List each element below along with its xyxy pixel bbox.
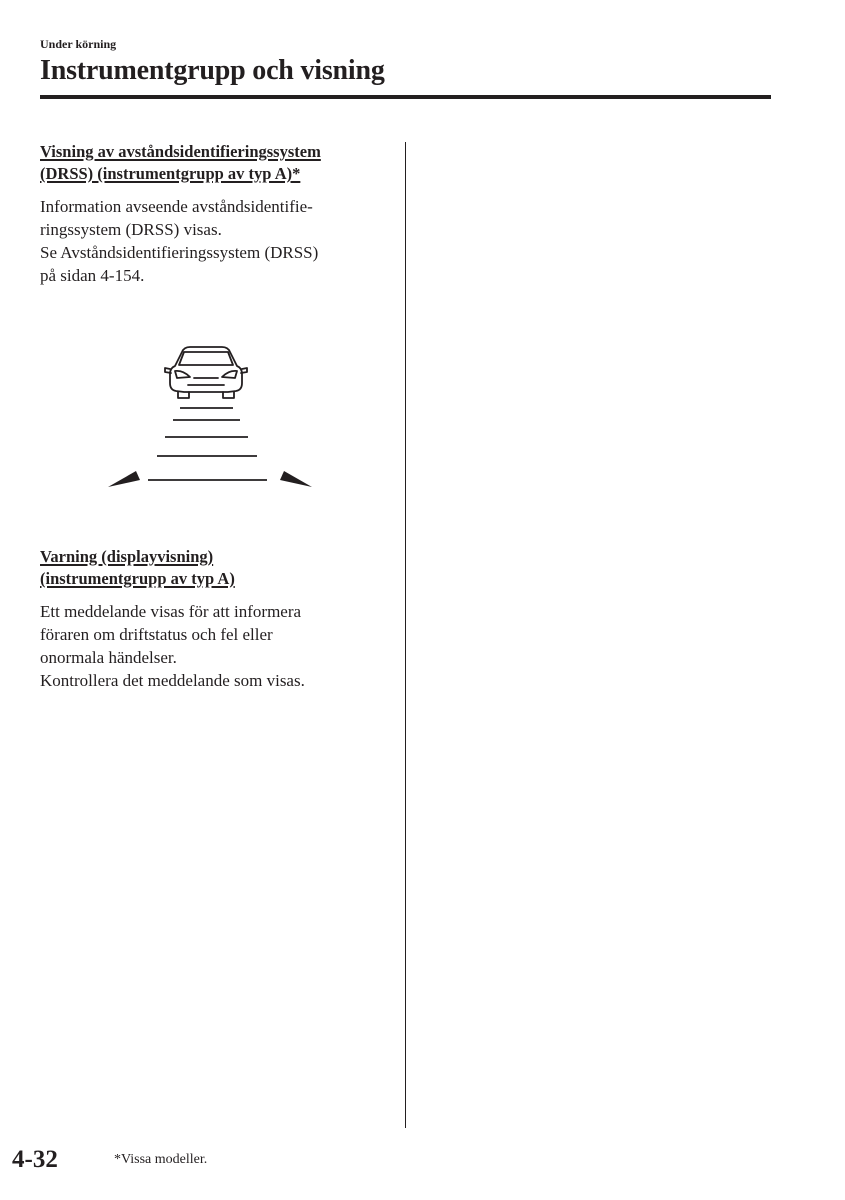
section-body-warning (40, 600, 390, 692)
page-number: 4-32 (12, 1146, 58, 1173)
heading-line: Visning av avståndsidentifieringssystem (40, 142, 321, 161)
section-heading-drss (40, 141, 390, 185)
body-line: Se Avståndsidentifieringssystem (DRSS) (40, 243, 319, 262)
heading-line: Varning (displayvisning) (40, 547, 214, 566)
heading-line: (instrumentgrupp av typ A) (40, 569, 235, 588)
body-line: Kontrollera det meddelande som visas. (40, 671, 305, 690)
body-line: ringssystem (DRSS) visas. (40, 220, 222, 239)
arrow-left-icon (108, 471, 140, 487)
section-label: Under körning (40, 37, 117, 51)
footnote: *Vissa modeller. (114, 1152, 208, 1167)
column-divider (405, 142, 406, 1128)
body-line: onormala händelser. (40, 648, 177, 667)
body-line: på sidan 4-154. (40, 266, 145, 285)
heading-line: (DRSS) (instrumentgrupp av typ A)* (40, 164, 301, 183)
body-line: Ett meddelande visas för att informera (40, 602, 302, 621)
distance-bars (148, 408, 267, 480)
page-title: Instrumentgrupp och visning (40, 55, 385, 86)
body-line: föraren om driftstatus och fel eller (40, 625, 273, 644)
body-line: Information avseende avståndsidentifie- (40, 197, 313, 216)
drss-display-figure (104, 340, 318, 500)
section-heading-warning (40, 546, 390, 590)
title-rule (40, 95, 771, 99)
arrow-right-icon (280, 471, 312, 487)
section-body-drss (40, 195, 390, 287)
car-front-icon (165, 347, 247, 398)
